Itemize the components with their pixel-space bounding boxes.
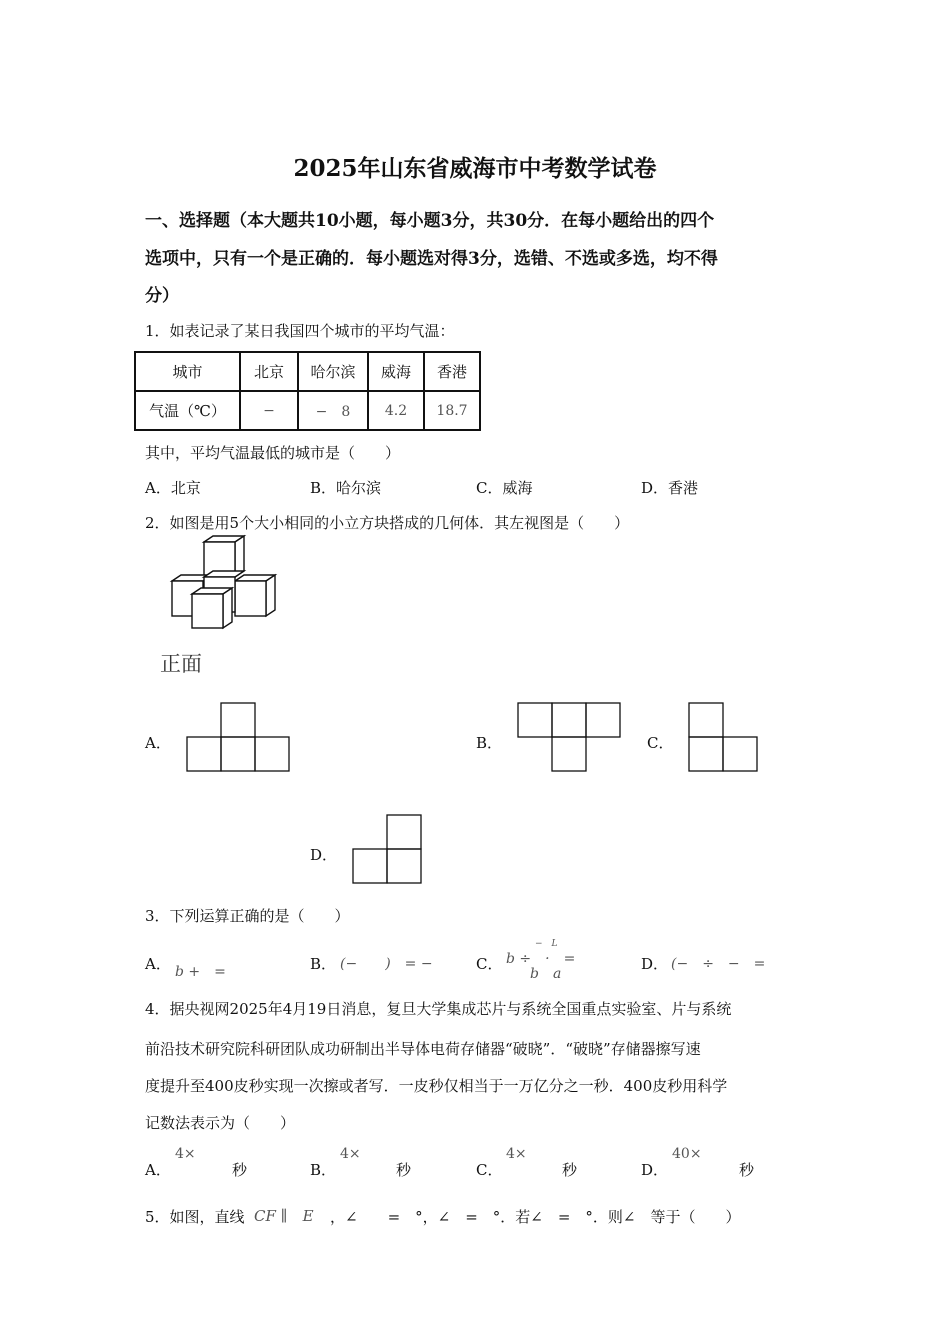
section-heading-line-1: 一、选择题（本大题共10小题，每小题3分，共30分．在每小题给出的四个 xyxy=(145,211,715,231)
q1-option-d[interactable]: D．香港 xyxy=(641,479,699,497)
table-cell: 城市 xyxy=(135,352,240,391)
q4-option-b[interactable]: B． xyxy=(310,1161,337,1179)
q2-option-d[interactable]: D． xyxy=(310,846,338,864)
section-heading-line-3: 分） xyxy=(145,286,179,306)
q4-line-1: 4．据央视网2025年4月19日消息，复旦大学集成芯片与系统全国重点实验室、片与系统 xyxy=(145,1000,732,1018)
option-a-view-figure xyxy=(186,702,292,772)
section-heading-line-2: 选项中，只有一个是正确的．每小题选对得3分，选错、不选或多选，均不得 xyxy=(145,249,718,269)
q3-option-c[interactable]: C． xyxy=(476,955,503,973)
q2-option-b[interactable]: B． xyxy=(476,734,503,752)
table-cell: 哈尔滨 xyxy=(298,352,368,391)
table-cell: 4.2 xyxy=(368,391,424,430)
table-cell: 香港 xyxy=(424,352,480,391)
q4-coef-c: 4× xyxy=(506,1146,527,1162)
q2-option-a[interactable]: A． xyxy=(145,734,171,752)
q4-option-d[interactable]: D． xyxy=(641,1161,669,1179)
temperature-table xyxy=(134,351,481,431)
option-c-view-figure xyxy=(688,702,760,772)
table-cell: 北京 xyxy=(240,352,298,391)
q3-expr-c-sub: b a xyxy=(530,966,562,982)
q4-unit-a: 秒 xyxy=(232,1161,248,1179)
table-cell: 气温（℃） xyxy=(135,391,240,430)
table-row xyxy=(135,391,480,430)
q3-expr-c-sup: − L xyxy=(535,939,558,949)
q4-option-a[interactable]: A． xyxy=(145,1161,171,1179)
q1-stem: 1．如表记录了某日我国四个城市的平均气温： xyxy=(145,322,455,340)
q3-expr-c: b ÷ · = xyxy=(506,951,576,967)
q1-option-a[interactable]: A．北京 xyxy=(145,479,201,497)
q1-option-b[interactable]: B．哈尔滨 xyxy=(310,479,382,497)
q5-stem-start: 5．如图，直线 xyxy=(145,1208,245,1226)
q1-followup: 其中，平均气温最低的城市是（ ） xyxy=(145,444,401,462)
table-cell: − xyxy=(240,391,298,430)
q4-coef-b: 4× xyxy=(340,1146,361,1162)
table-cell: 威海 xyxy=(368,352,424,391)
q5-parallel-expr: CF ∥ E xyxy=(254,1207,314,1225)
table-header-row xyxy=(135,352,480,391)
q1-option-c[interactable]: C．威海 xyxy=(476,479,533,497)
q3-option-b[interactable]: B． xyxy=(310,955,337,973)
q4-option-c[interactable]: C． xyxy=(476,1161,503,1179)
q4-line-4: 记数法表示为（ ） xyxy=(145,1114,296,1132)
page-title: 2025年山东省威海市中考数学试卷 xyxy=(293,155,657,182)
q3-expr-d: (− ÷ − = xyxy=(671,956,766,972)
table-cell: 18.7 xyxy=(424,391,480,430)
q4-coef-a: 4× xyxy=(175,1146,196,1162)
q4-line-2: 前沿技术研究院科研团队成功研制出半导体电荷存储器“破晓”．“破晓”存储器擦写速 xyxy=(145,1040,701,1058)
q3-expr-a: b + = xyxy=(175,964,226,980)
q4-line-3: 度提升至400皮秒实现一次擦或者写．一皮秒仅相当于一万亿分之一秒．400皮秒用科学 xyxy=(145,1077,728,1095)
cube-solid-figure xyxy=(160,535,290,630)
q3-option-a[interactable]: A． xyxy=(145,955,171,973)
q3-expr-b: (− ) = − xyxy=(340,956,433,972)
q4-unit-c: 秒 xyxy=(562,1161,578,1179)
q4-unit-d: 秒 xyxy=(739,1161,755,1179)
q4-coef-d: 40× xyxy=(672,1146,702,1162)
q2-stem: 2．如图是用5个大小相同的小立方块搭成的几何体．其左视图是（ ） xyxy=(145,514,630,532)
option-b-view-figure xyxy=(517,702,623,772)
q5-stem-end: ，∠ = °，∠ = °．若∠ = °．则∠ 等于（ ） xyxy=(330,1208,741,1226)
table-cell: − 8 xyxy=(298,391,368,430)
q4-unit-b: 秒 xyxy=(396,1161,412,1179)
q3-stem: 3．下列运算正确的是（ ） xyxy=(145,907,350,925)
q2-option-c[interactable]: C． xyxy=(647,734,674,752)
option-d-view-figure xyxy=(352,814,424,884)
front-view-label: 正面 xyxy=(160,652,202,676)
q3-option-d[interactable]: D． xyxy=(641,955,669,973)
